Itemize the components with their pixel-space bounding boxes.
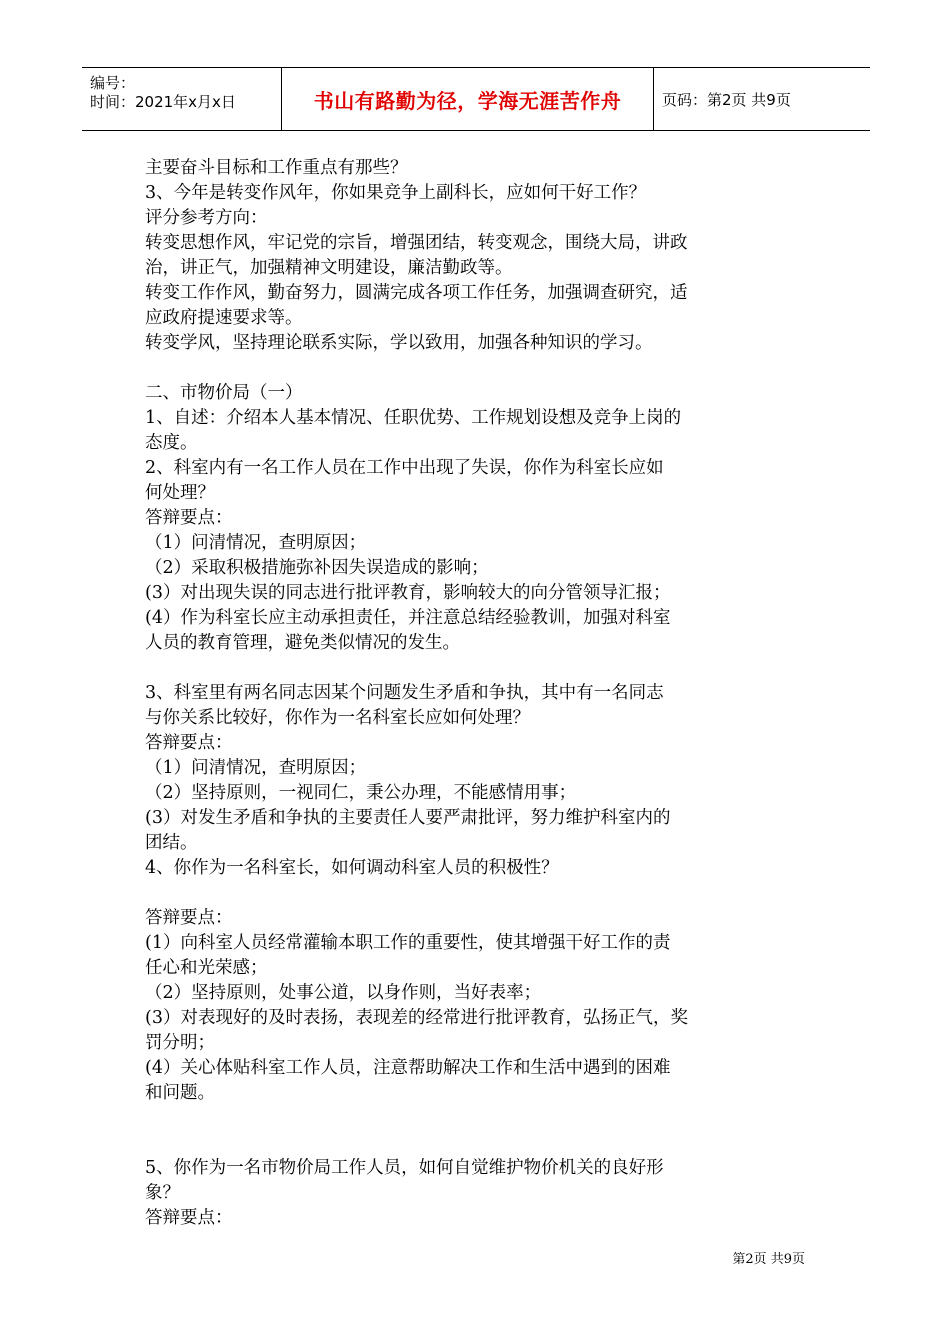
text-line: (1）向科室人员经常灌输本职工作的重要性，使其增强干好工作的责 (145, 933, 671, 953)
blank-line (145, 656, 810, 681)
text-line: 罚分明； (145, 1033, 215, 1053)
text-line: 团结。 (145, 833, 198, 853)
text-line: （2）采取积极措施弥补因失误造成的影响； (145, 558, 489, 578)
text-line: (3）对表现好的及时表扬，表现差的经常进行批评教育，弘扬正气，奖 (145, 1008, 688, 1028)
text-line: 治，讲正气，加强精神文明建设，廉洁勤政等。 (145, 258, 513, 278)
blank-line (145, 881, 810, 906)
text-line: 与你关系比较好，你作为一名科室长应如何处理？ (145, 708, 530, 728)
time-label: 时间：2021年x月x日 (90, 93, 236, 111)
text-line: (4）作为科室长应主动承担责任，并注意总结经验教训，加强对科室 (145, 608, 671, 628)
blank-line (145, 1106, 810, 1131)
text-line: 答辩要点： (145, 1208, 233, 1228)
page-header (82, 67, 870, 131)
text-line: 主要奋斗目标和工作重点有那些？ (145, 158, 408, 178)
text-line: 5、你作为一名市物价局工作人员，如何自觉维护物价机关的良好形 (145, 1158, 664, 1178)
text-line: (3）对出现失误的同志进行批评教育，影响较大的向分管领导汇报； (145, 583, 671, 603)
text-line: 3、今年是转变作风年，你如果竞争上副科长，应如何干好工作？ (145, 183, 647, 203)
text-line: 应政府提速要求等。 (145, 308, 303, 328)
text-line: (3）对发生矛盾和争执的主要责任人要严肃批评，努力维护科室内的 (145, 808, 671, 828)
text-line: (4）关心体贴科室工作人员，注意帮助解决工作和生活中遇到的困难 (145, 1058, 671, 1078)
blank-line (145, 356, 810, 381)
text-line: 答辩要点： (145, 733, 233, 753)
blank-line (145, 1131, 810, 1156)
text-line: 4、你作为一名科室长，如何调动科室人员的积极性？ (145, 858, 559, 878)
header-motto: 书山有路勤为径，学海无涯苦作舟 (282, 68, 654, 130)
text-line: 转变工作作风，勤奋努力，圆满完成各项工作任务，加强调查研究，适 (145, 283, 688, 303)
text-line: 转变思想作风，牢记党的宗旨，增强团结，转变观念，围绕大局，讲政 (145, 233, 688, 253)
page-footer: 第2页 共9页 (732, 1252, 805, 1267)
text-line: （1）问清情况，查明原因； (145, 533, 367, 553)
text-line: 态度。 (145, 433, 198, 453)
header-info-cell (82, 68, 282, 130)
text-line: 答辩要点： (145, 508, 233, 528)
text-line: 3、科室里有两名同志因某个问题发生矛盾和争执，其中有一名同志 (145, 683, 664, 703)
text-line: （1）问清情况，查明原因； (145, 758, 367, 778)
text-line: 1、自述：介绍本人基本情况、任职优势、工作规划设想及竞争上岗的 (145, 408, 682, 428)
number-label: 编号： (90, 74, 136, 92)
text-line: 转变学风，坚持理论联系实际，学以致用，加强各种知识的学习。 (145, 333, 653, 353)
text-line: 象？ (145, 1183, 180, 1203)
header-page-label: 页码：第2页 共9页 (662, 90, 791, 109)
document-body (145, 156, 810, 1231)
text-line: 人员的教育管理，避免类似情况的发生。 (145, 633, 460, 653)
text-line: （2）坚持原则，处事公道，以身作则，当好表率； (145, 983, 542, 1003)
text-line: 二、市物价局（一） (145, 383, 303, 403)
text-line: （2）坚持原则，一视同仁，秉公办理，不能感情用事； (145, 783, 577, 803)
text-line: 答辩要点： (145, 908, 233, 928)
text-line: 评分参考方向： (145, 208, 268, 228)
text-line: 何处理？ (145, 483, 215, 503)
text-line: 和问题。 (145, 1083, 215, 1103)
text-line: 任心和光荣感； (145, 958, 268, 978)
text-line: 2、科室内有一名工作人员在工作中出现了失误，你作为科室长应如 (145, 458, 664, 478)
